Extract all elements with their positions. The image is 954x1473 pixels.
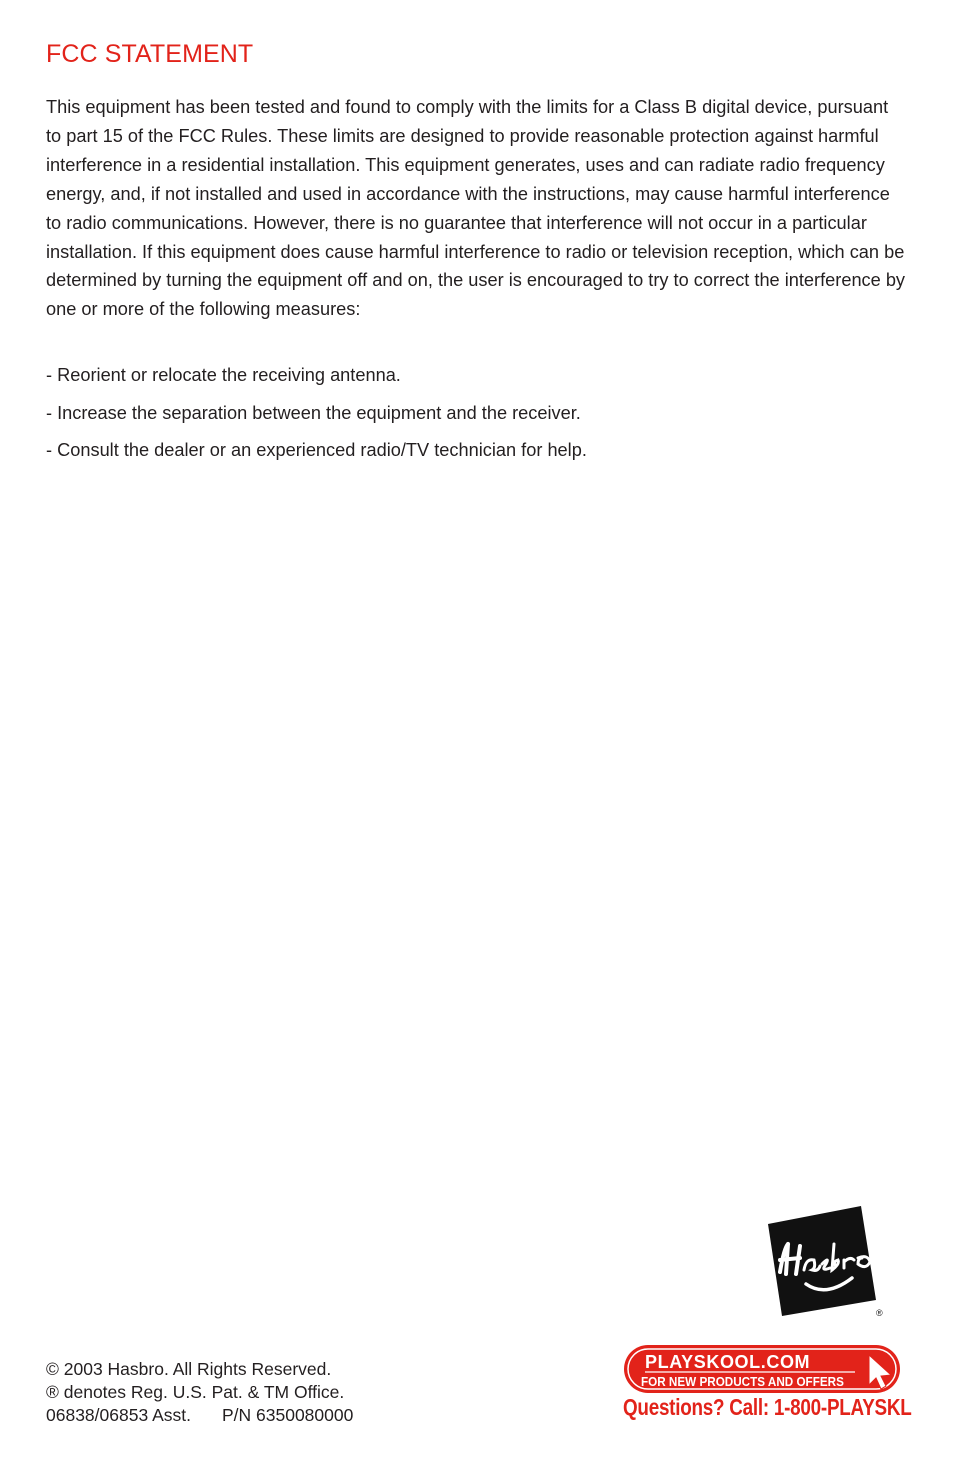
- assortment-number: 06838/06853 Asst.: [46, 1405, 191, 1426]
- part-number: P/N 6350080000: [221, 1405, 354, 1426]
- copyright-line: © 2003 Hasbro. All Rights Reserved.: [46, 1359, 332, 1379]
- playskool-tagline: FOR NEW PRODUCTS AND OFFERS: [641, 1374, 844, 1390]
- list-item: - Consult the dealer or an experienced radio/TV technician for help.: [46, 440, 587, 460]
- list-item: - Reorient or relocate the receiving antenna.: [46, 365, 401, 385]
- questions-phone-line: Questions? Call: 1-800-PLAYSKL: [623, 1394, 912, 1420]
- list-item: - Increase the separation between the equipment and the receiver.: [46, 402, 581, 423]
- legal-footer: [46, 1358, 353, 1428]
- hasbro-logo: [766, 1204, 886, 1320]
- trademark-line: ® denotes Reg. U.S. Pat. & TM Office.: [46, 1382, 345, 1403]
- registered-mark: ®: [876, 1308, 883, 1318]
- playskool-site-text: PLAYSKOOL.COM: [645, 1352, 811, 1372]
- part-numbers-line: [46, 1404, 353, 1427]
- fcc-statement-paragraph: This equipment has been tested and found to comply with the limits for a Class B digital device, pursuant to part 15 of the FCC Rules. These limits are designed to provide reasonable protection against harmful interference in a residential installation. This equipment generates, uses and can radiate radio frequency energy, and, if not installed and used in accordance with the instructions, may cause harmful interference to radio communications. However, there is no guarantee that interference will not occur in a particular installation. If this equipment does cause harmful interference to radio or television reception, which can be determined by turning the equipment off and on, the user is encouraged to try to correct the interference by one or more of the following measures:: [46, 97, 906, 320]
- page-title: FCC STATEMENT: [46, 40, 254, 68]
- playskool-badge[interactable]: [623, 1343, 903, 1395]
- measures-list: [46, 361, 906, 474]
